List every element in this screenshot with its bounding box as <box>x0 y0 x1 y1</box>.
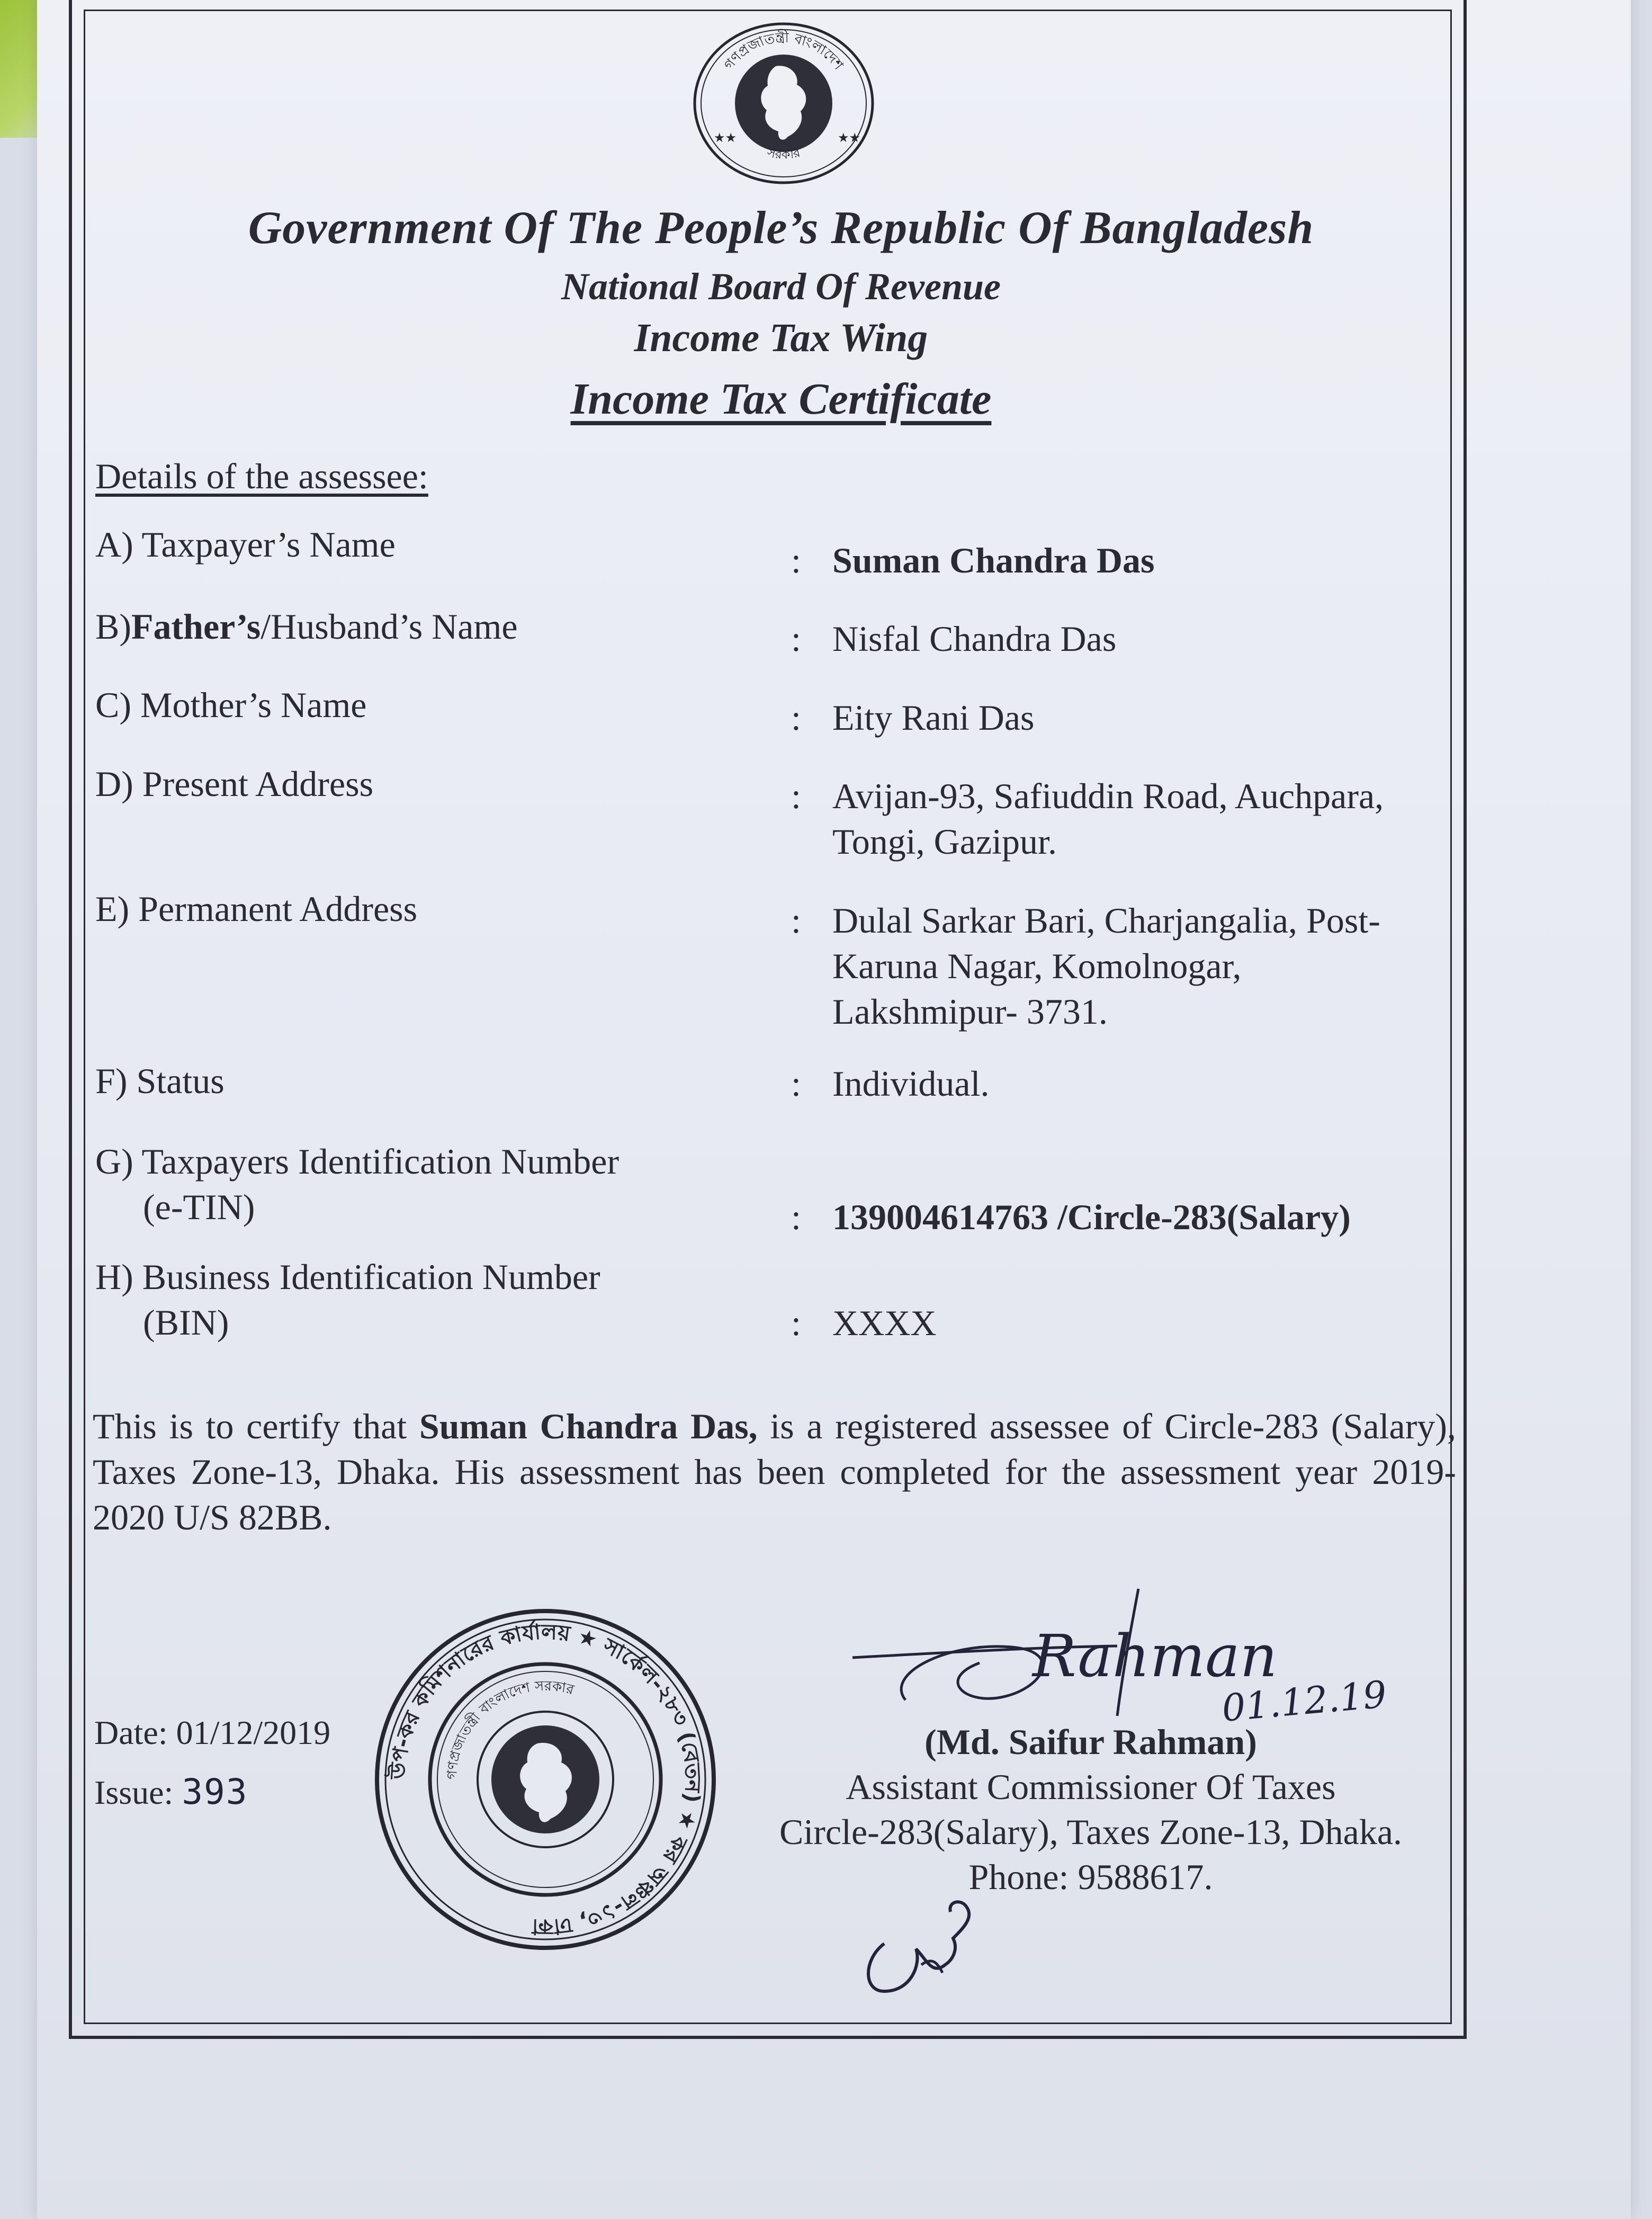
status-value: Individual. <box>832 1063 990 1104</box>
office-round-seal <box>371 1605 720 1954</box>
signer-office: Circle-283(Salary), Taxes Zone-13, Dhaka. <box>779 1812 1403 1852</box>
taxpayer-name-label: A) Taxpayer’s Name <box>95 524 396 565</box>
svg-text:সরকার <box>765 145 802 162</box>
father-husband-name-label <box>95 604 518 649</box>
signer-phone: Phone: 9588617. <box>968 1857 1213 1897</box>
certification-paragraph <box>93 1403 1456 1540</box>
bin-value: XXXX <box>832 1303 937 1343</box>
emblem-bottom-text: সরকার <box>765 145 802 163</box>
label-prefix: B) <box>95 606 131 647</box>
issue-value: 393 <box>182 1771 248 1812</box>
field-colon: : <box>791 540 801 580</box>
label-father: Father’s <box>131 606 261 647</box>
svg-text:★★: ★★ <box>838 130 861 145</box>
etin-label-line: (e-TIN) <box>143 1187 255 1227</box>
present-address-line: Tongi, Gazipur. <box>832 821 1057 862</box>
date-line <box>94 1713 330 1752</box>
government-emblem-seal <box>688 16 879 185</box>
etin-label <box>95 1139 619 1230</box>
etin-value: 139004614763 /Circle-283(Salary) <box>832 1197 1351 1237</box>
certificate-title: Income Tax Certificate <box>570 374 992 424</box>
wing-heading: Income Tax Wing <box>634 316 928 360</box>
bin-label-line: H) Business Identification Number <box>95 1257 600 1297</box>
government-heading: Government Of The People’s Republic Of Bangladesh <box>248 202 1314 254</box>
bin-label <box>95 1254 600 1345</box>
mother-name-label: C) Mother’s Name <box>95 685 367 725</box>
date-label: Date: <box>94 1714 168 1751</box>
field-colon: : <box>791 776 801 816</box>
taxpayer-name-value: Suman Chandra Das <box>832 540 1155 580</box>
issue-label: Issue: <box>94 1774 174 1811</box>
etin-label-line: G) Taxpayers Identification Number <box>95 1141 620 1182</box>
signer-name: (Md. Saifur Rahman) <box>924 1722 1257 1762</box>
details-section-title: Details of the assessee: <box>95 456 428 496</box>
field-colon: : <box>791 900 801 941</box>
emblem-top-text: গণপ্রজাতন্ত্রী বাংলাদেশ <box>721 30 847 73</box>
field-colon: : <box>791 619 801 659</box>
signature-text: Rahman <box>1032 1622 1278 1690</box>
mother-name-value: Eity Rani Das <box>832 697 1035 738</box>
present-address-line: Avijan-93, Safiuddin Road, Auchpara, <box>832 776 1384 816</box>
permanent-address-value <box>832 898 1436 1034</box>
seal-inner-text: গণপ্রজাতন্ত্রী বাংলাদেশ সরকার <box>444 1678 576 1780</box>
certification-name: Suman Chandra Das, <box>419 1406 758 1446</box>
issue-line <box>94 1771 248 1812</box>
field-colon: : <box>791 1197 801 1237</box>
present-address-label: D) Present Address <box>95 764 374 804</box>
label-husband: /Husband’s Name <box>261 606 518 647</box>
svg-text:★★: ★★ <box>714 130 737 145</box>
handwritten-initials <box>852 1885 980 2002</box>
permanent-address-line: Dulal Sarkar Bari, Charjangalia, Post- <box>832 900 1380 941</box>
status-label: F) Status <box>95 1061 225 1101</box>
board-heading: National Board Of Revenue <box>561 265 1001 308</box>
present-address-value <box>832 773 1436 864</box>
certification-rest: is a registered assessee of Circle-283 (Salary), Taxes Zone-13, Dhaka. His assessment has been completed for the assessment year 2019-2020 U/S 82BB. <box>93 1406 1457 1537</box>
seal-outer-text: উপ-কর কমিশনারের কার্যালয় ★ সার্কেল-২৮৩ (বেতন) ★ কর অঞ্চল-১৩, ঢাকা <box>385 1619 705 1939</box>
bin-label-line: (BIN) <box>143 1302 229 1343</box>
signer-title: Assistant Commissioner Of Taxes <box>846 1767 1336 1807</box>
certification-lead: This is to certify that <box>93 1406 419 1446</box>
permanent-address-label: E) Permanent Address <box>95 889 418 929</box>
date-value: 01/12/2019 <box>176 1714 331 1751</box>
signature-date: 01.12.19 <box>1220 1672 1389 1730</box>
field-colon: : <box>791 1303 801 1343</box>
permanent-address-line: Lakshmipur- 3731. <box>832 991 1108 1032</box>
father-husband-name-value: Nisfal Chandra Das <box>832 619 1117 659</box>
field-colon: : <box>791 1063 801 1104</box>
field-colon: : <box>791 697 801 738</box>
permanent-address-line: Karuna Nagar, Komolnogar, <box>832 946 1242 986</box>
